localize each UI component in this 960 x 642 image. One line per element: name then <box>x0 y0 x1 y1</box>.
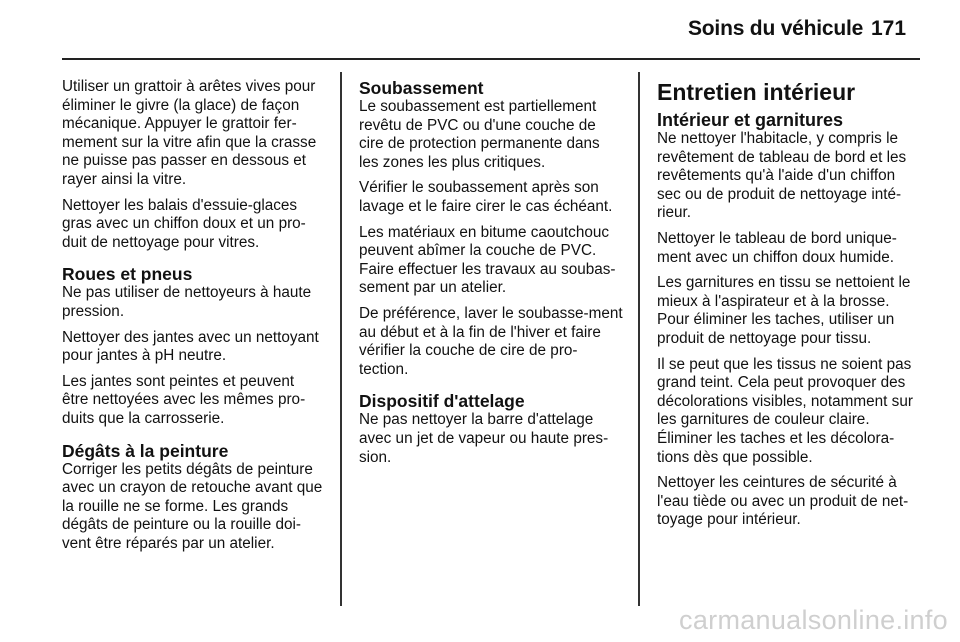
heading-interieur-garnitures: Intérieur et garnitures <box>657 110 844 130</box>
paragraph: Ne nettoyer l'habitacle, y compris le revêtement de tableau de bord et les revêtements qu'à l'aide d'un chiffon sec ou de produit de nettoyage inté-rieur. <box>657 130 907 222</box>
section-title: Soins du véhicule <box>688 17 864 40</box>
paragraph: Nettoyer des jantes avec un nettoyant pour jantes à pH neutre. <box>62 328 319 365</box>
paragraph: Nettoyer les ceintures de sécurité à l'eau tiède ou avec un produit de net-toyage pour intérieur. <box>657 474 909 529</box>
paragraph: Nettoyer les balais d'essuie-glaces gras avec un chiffon doux et un pro-duit de nettoyage pour vitres. <box>62 196 306 251</box>
paragraph: Vérifier le soubassement après son lavage et le faire cirer le cas échéant. <box>359 179 613 215</box>
column-middle <box>359 78 623 474</box>
paragraph: Ne pas nettoyer la barre d'attelage avec un jet de vapeur ou haute pres-sion. <box>359 411 609 466</box>
paragraph: Le soubassement est partiellement revêtu de PVC ou d'une couche de cire de protection permanente dans les zones les plus critiques. <box>359 98 600 171</box>
paragraph: De préférence, laver le soubasse-ment au début et à la fin de l'hiver et faire vérifier la couche de cire de pro-tection. <box>359 304 623 378</box>
column-left <box>62 78 324 560</box>
paragraph: Les jantes sont peintes et peuvent être nettoyées avec les mêmes pro-duits que la carrosserie. <box>62 372 306 427</box>
header-rule <box>62 58 920 60</box>
page-number: 171 <box>871 17 907 40</box>
heading-entretien-interieur: Entretien intérieur <box>657 79 856 105</box>
column-divider <box>340 72 342 606</box>
paragraph: Nettoyer le tableau de bord unique-ment avec un chiffon doux humide. <box>657 229 897 266</box>
heading-degats-peinture: Dégâts à la peinture <box>62 440 229 461</box>
paragraph: Corriger les petits dégâts de peinture avec un crayon de retouche avant que la rouille ne se forme. Les grands dégâts de peinture ou la rouille doi-vent être réparés par un atelier. <box>62 460 323 552</box>
paragraph: Les matériaux en bitume caoutchouc peuvent abîmer la couche de PVC. Faire effectuer les travaux au soubas-sement par un atelier. <box>359 223 616 297</box>
column-divider <box>638 72 640 606</box>
paragraph: Utiliser un grattoir à arêtes vives pour éliminer le givre (la glace) de façon mécanique. Appuyer le grattoir fer-mement sur la vitre afin que la crasse ne puisse pas passer en dessous et rayer ainsi la vitre. <box>62 78 317 188</box>
paragraph: Ne pas utiliser de nettoyeurs à haute pression. <box>62 284 312 320</box>
column-right <box>657 78 923 537</box>
paragraph: Il se peut que les tissus ne soient pas grand teint. Cela peut provoquer des décolorations visibles, notamment sur les garnitures de couleur claire. Éliminer les taches et les décolora-tions dès que possible. <box>657 355 913 466</box>
heading-roues-pneus: Roues et pneus <box>62 264 193 285</box>
paragraph: Les garnitures en tissu se nettoient le mieux à l'aspirateur et à la brosse. Pour éliminer les taches, utiliser un produit de nettoyage pour tissu. <box>657 274 911 347</box>
heading-dispositif-attelage: Dispositif d'attelage <box>359 391 525 412</box>
heading-soubassement: Soubassement <box>359 78 484 98</box>
watermark: carmanualsonline.info <box>679 605 948 635</box>
